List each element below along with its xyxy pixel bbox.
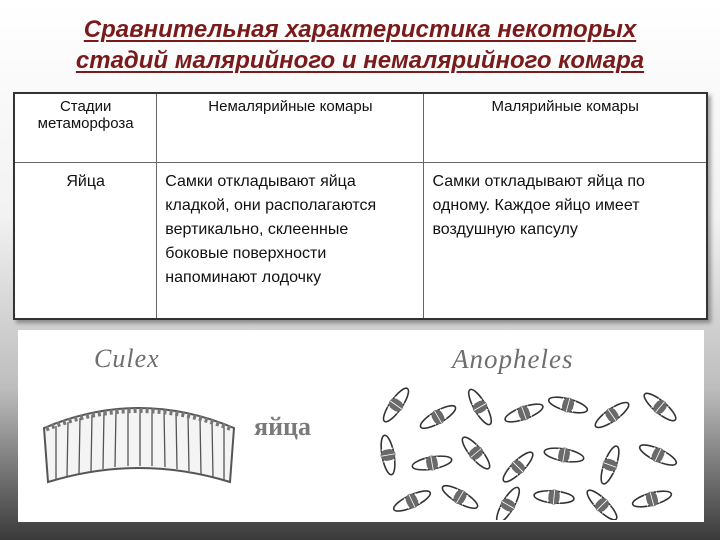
table-row — [14, 163, 707, 320]
slide-title-line-2: стадий малярийного и немалярийного комара — [75, 47, 645, 74]
eggs-illustration — [18, 330, 704, 522]
comparison-table — [13, 92, 708, 320]
header-stages: Стадии метаморфоза — [14, 93, 157, 163]
label-anopheles: Anopheles — [452, 344, 574, 374]
slide-title-line-1: Сравнительная характеристика некоторых — [83, 16, 637, 43]
header-malarial: Малярийные комары — [424, 93, 707, 163]
anopheles-eggs-drawing — [368, 385, 698, 520]
header-non-malarial: Немалярийные комары — [157, 93, 424, 163]
table-header-row — [14, 93, 707, 163]
label-eggs: яйца — [254, 412, 312, 441]
culex-egg-raft-drawing — [34, 382, 244, 492]
cell-non-malarial: Самки откладывают яйца кладкой, они располагаются вертикально, склеенные боковые поверхности напоминают лодочку — [157, 163, 424, 320]
cell-malarial: Самки откладывают яйца по одному. Каждое яйцо имеет воздушную капсулу — [424, 163, 707, 320]
label-culex: Culex — [94, 344, 160, 373]
cell-stage: Яйца — [14, 163, 157, 320]
slide-title — [20, 14, 700, 76]
